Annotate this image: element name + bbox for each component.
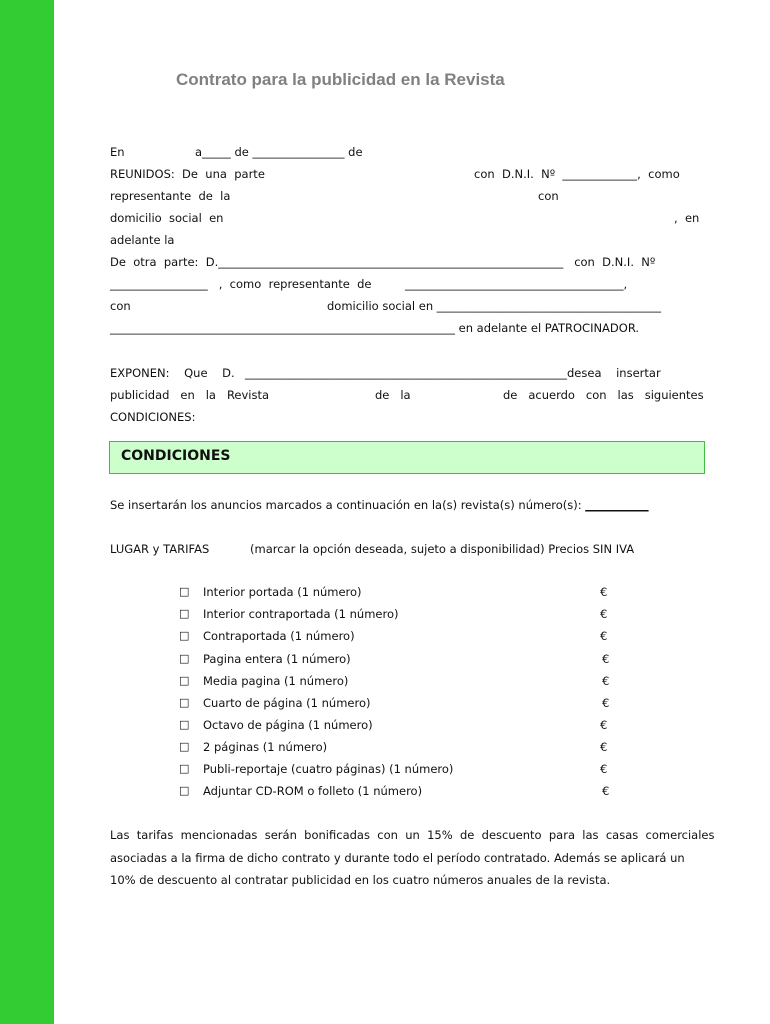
condiciones-line: CONDICIONES: bbox=[110, 410, 196, 424]
como-representante-blank: ______________________________________, bbox=[405, 277, 628, 291]
option-label: Octavo de página (1 número) bbox=[203, 718, 373, 732]
checkbox-icon[interactable]: □ bbox=[179, 652, 190, 665]
tarifas-paragraph-line-3: 10% de descuento al contratar publicidad en los cuatro números anuales de la revista. bbox=[110, 873, 611, 887]
euro-icon: € bbox=[600, 740, 608, 754]
checkbox-icon[interactable]: □ bbox=[179, 718, 190, 731]
checkbox-icon[interactable]: □ bbox=[179, 696, 190, 709]
date-line: a_____ de ________________ de bbox=[195, 145, 363, 159]
como-representante-line: _________________ , como representante de bbox=[110, 277, 372, 291]
exponen-label: EXPONEN: Que D. bbox=[110, 366, 235, 380]
de-la-label: de la bbox=[375, 388, 411, 402]
lugar-label: LUGAR y TARIFAS bbox=[110, 542, 210, 556]
option-label: Contraportada (1 número) bbox=[203, 629, 355, 643]
option-label: Interior contraportada (1 número) bbox=[203, 607, 399, 621]
domicilio-line: domicilio social en bbox=[110, 211, 224, 225]
con2-label: con bbox=[110, 299, 131, 313]
option-label: Interior portada (1 número) bbox=[203, 585, 362, 599]
place-label: En bbox=[110, 145, 125, 159]
revista-number-blank: ___________ bbox=[585, 498, 649, 512]
tarifas-paragraph-line-2: asociadas a la firma de dicho contrato y durante todo el período contratado. Además se aplicará un bbox=[110, 851, 685, 865]
option-label: Media pagina (1 número) bbox=[203, 674, 349, 688]
dni-line: con D.N.I. Nº _____________, como bbox=[474, 167, 680, 181]
checkbox-icon[interactable]: □ bbox=[179, 762, 190, 775]
option-label: 2 páginas (1 número) bbox=[203, 740, 328, 754]
euro-icon: € bbox=[602, 674, 610, 688]
document-title: Contrato para la publicidad en la Revista bbox=[176, 70, 505, 89]
euro-icon: € bbox=[600, 718, 608, 732]
insertaran-text: Se insertarán los anuncios marcados a continuación en la(s) revista(s) número(s): bbox=[110, 498, 586, 512]
con-label: con bbox=[538, 189, 559, 203]
reunidos-line: REUNIDOS: De una parte bbox=[110, 167, 265, 181]
euro-icon: € bbox=[600, 762, 608, 776]
option-label: Cuarto de página (1 número) bbox=[203, 696, 371, 710]
domicilio2-line: domicilio social en _______________________________________ bbox=[327, 299, 662, 313]
checkbox-icon[interactable]: □ bbox=[179, 585, 190, 598]
side-color-bar bbox=[0, 0, 54, 1024]
tarifas-paragraph-line-1: Las tarifas mencionadas serán bonificadas con un 15% de descuento para las casas comerciales bbox=[110, 828, 715, 842]
adelante-line: adelante la bbox=[110, 233, 175, 247]
euro-icon: € bbox=[602, 784, 610, 798]
checkbox-icon[interactable]: □ bbox=[179, 607, 190, 620]
euro-icon: € bbox=[600, 629, 608, 643]
checkbox-icon[interactable]: □ bbox=[179, 674, 190, 687]
acuerdo-line: de acuerdo con las siguientes bbox=[503, 388, 704, 402]
patrocinador-line: ____________________________________________________________ en adelante el PATROCINADOR. bbox=[110, 321, 640, 335]
insertaran-line bbox=[110, 498, 649, 512]
representante-line: representante de la bbox=[110, 189, 231, 203]
otra-parte-line: De otra parte: D.____________________________________________________________ con D.N.I. Nº bbox=[110, 255, 656, 269]
euro-icon: € bbox=[602, 652, 610, 666]
euro-icon: € bbox=[600, 585, 608, 599]
checkbox-icon[interactable]: □ bbox=[179, 784, 190, 797]
condiciones-heading: CONDICIONES bbox=[121, 448, 231, 464]
option-label: Publi-reportaje (cuatro páginas) (1 número) bbox=[203, 762, 454, 776]
publicidad-line: publicidad en la Revista bbox=[110, 388, 270, 402]
checkbox-icon[interactable]: □ bbox=[179, 629, 190, 642]
option-label: Adjuntar CD-ROM o folleto (1 número) bbox=[203, 784, 423, 798]
checkbox-icon[interactable]: □ bbox=[179, 740, 190, 753]
en-label: , en bbox=[674, 211, 700, 225]
exponen-blank: ________________________________________________________desea insertar bbox=[245, 366, 661, 380]
euro-icon: € bbox=[600, 607, 608, 621]
condiciones-heading-box bbox=[109, 441, 705, 474]
lugar-note: (marcar la opción deseada, sujeto a disponibilidad) Precios SIN IVA bbox=[250, 542, 635, 556]
option-label: Pagina entera (1 número) bbox=[203, 652, 351, 666]
euro-icon: € bbox=[602, 696, 610, 710]
